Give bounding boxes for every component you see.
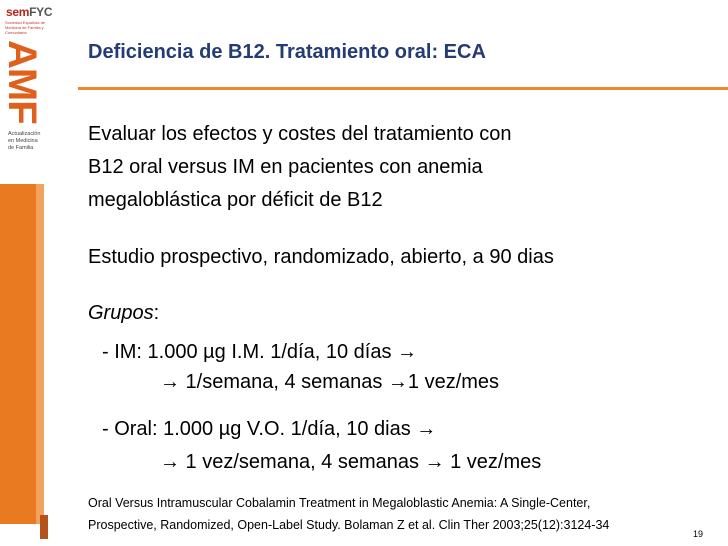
objective-line1: Evaluar los efectos y costes del tratamiento con xyxy=(88,123,512,145)
sidebar-orange-bar-light xyxy=(36,184,44,524)
group-oral-line2: → 1 vez/semana, 4 semanas → 1 vez/mes xyxy=(160,451,542,473)
semfyc-logo xyxy=(0,0,56,38)
semfyc-logo-title xyxy=(6,5,52,19)
reference-line2: Prospective, Randomized, Open-Label Study. Bolaman Z et al. Clin Ther 2003;25(12):3124-34 xyxy=(88,518,610,532)
groups-heading xyxy=(88,297,159,330)
objective-paragraph xyxy=(88,118,512,217)
group-im-line1: - IM: 1.000 µg I.M. 1/día, 10 días → xyxy=(102,341,417,363)
sidebar-orange-bar xyxy=(0,184,36,524)
slide-title: Deficiencia de B12. Tratamiento oral: ECA xyxy=(88,41,486,63)
amf-desc-line3: de Familia xyxy=(8,145,34,151)
amf-description xyxy=(8,131,68,152)
groups-label: Grupos xyxy=(88,302,154,324)
groups-colon: : xyxy=(153,302,160,324)
group-im-line2: → 1/semana, 4 semanas →1 vez/mes xyxy=(160,371,500,393)
sidebar xyxy=(0,0,75,546)
logo-brand-sem: sem xyxy=(6,5,30,19)
group-oral-line1: - Oral: 1.000 µg V.O. 1/día, 10 dias → xyxy=(102,418,437,440)
logo-brand-fyc: FYC xyxy=(29,5,53,19)
page-number: 19 xyxy=(693,529,704,539)
objective-line2: B12 oral versus IM en pacientes con anemia xyxy=(88,156,483,178)
objective-line3: megaloblástica por déficit de B12 xyxy=(88,189,383,211)
reference-citation xyxy=(88,492,609,536)
semfyc-logo-subtitle: Sociedad Española de Medicina de Familia y Comunitaria xyxy=(5,20,46,35)
title-divider xyxy=(78,87,728,90)
amf-desc-line1: Actualización xyxy=(8,131,41,137)
corner-mark xyxy=(40,515,48,539)
reference-line1: Oral Versus Intramuscular Cobalamin Treatment in Megaloblastic Anemia: A Single-Center, xyxy=(88,496,591,510)
amf-desc-line2: en Medicina xyxy=(8,138,38,144)
study-design: Estudio prospectivo, randomizado, abierto, a 90 dias xyxy=(88,246,554,268)
amf-logo: AMF xyxy=(0,40,44,124)
